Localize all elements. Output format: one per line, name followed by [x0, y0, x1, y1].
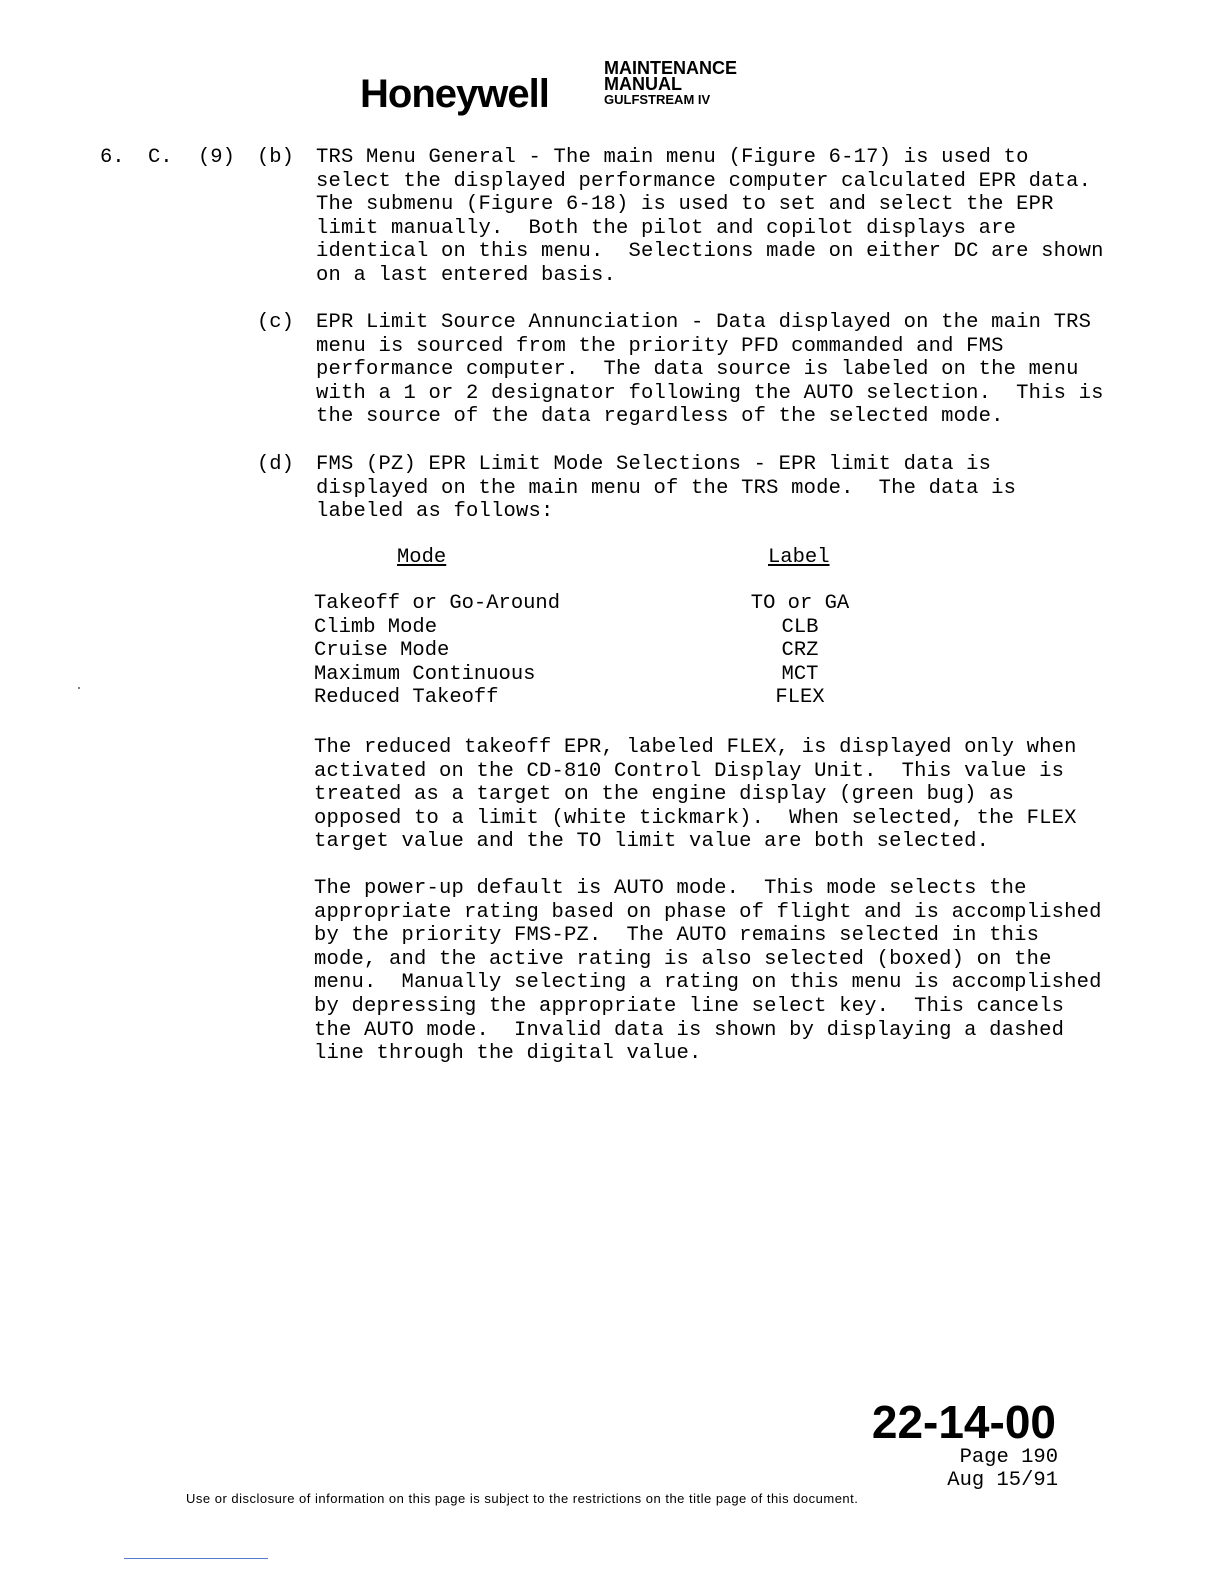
mode-cell: Maximum Continuous — [314, 662, 536, 686]
label-cell: CRZ — [781, 639, 819, 663]
paragraph-fms-epr-limit-modes: FMS (PZ) EPR Limit Mode Selections - EPR limit data is displayed on the main menu of the TRS mode. The data is labeled as follows: — [316, 453, 1017, 524]
manual-line-manual: MANUAL — [604, 74, 682, 94]
manual-title-block — [604, 60, 737, 108]
document-number: 22-14-00 — [871, 1396, 1056, 1448]
scan-speck — [78, 687, 80, 689]
label-cell: TO or GA — [750, 592, 850, 615]
paragraph-trs-menu-general: TRS Menu General - The main menu (Figure 6-17) is used to select the displayed performance computer calculated EPR data. The submenu (Figure 6-18) is used to set and select the EPR limit manually. Both the pilot and copilot displays are identical on this menu. Selections made on either DC are shown on a last entered basis. — [316, 146, 1104, 287]
mode-cell: Cruise Mode — [314, 639, 450, 663]
page-number: Page 190 — [959, 1446, 1058, 1469]
label-cell: FLEX — [775, 686, 825, 710]
paragraph-epr-limit-source: EPR Limit Source Annunciation - Data displayed on the main TRS menu is sourced from the priority PFD commanded and FMS performance computer. The data source is labeled on the menu with a 1 or 2 designator following the AUTO selection. This is the source of the data regardless of the selected mode. — [316, 311, 1104, 429]
subitem-d-marker: (d) — [257, 453, 294, 476]
label-cell: CLB — [781, 615, 819, 639]
page-date: Aug 15/91 — [947, 1469, 1058, 1492]
manual-line-aircraft: GULFSTREAM IV — [604, 92, 711, 107]
mode-cell: Takeoff or Go-Around — [314, 592, 561, 615]
paragraph-auto-mode: The power-up default is AUTO mode. This mode selects the appropriate rating based on phase of flight and is accomplished by the priority FMS-PZ. The AUTO remains selected in this mode, and the active rating is also selected (boxed) on the menu. Manually selecting a rating on this menu is accomplished by depressing the appropriate line select key. This cancels the AUTO mode. Invalid data is shown by displaying a dashed line through the digital value. — [314, 877, 1102, 1066]
manual-line-maintenance: MAINTENANCE — [604, 58, 737, 78]
scan-artifact-line — [124, 1558, 268, 1559]
label-cell: MCT — [781, 662, 819, 686]
page-header — [360, 60, 780, 120]
paragraph-flex-description: The reduced takeoff EPR, labeled FLEX, is displayed only when activated on the CD-810 Control Display Unit. This value is treated as a target on the engine display (green bug) as opposed to a limit (white tickmark). When selected, the FLEX target value and the TO limit value are both selected. — [314, 736, 1077, 854]
mode-cell: Climb Mode — [314, 615, 438, 639]
label-column-header: Label — [768, 546, 830, 569]
item-number: (9) — [198, 146, 235, 169]
mode-cell: Reduced Takeoff — [314, 686, 499, 710]
section-number: 6. — [100, 146, 125, 169]
mode-list — [314, 592, 560, 710]
honeywell-logo: Honeywell — [360, 72, 549, 116]
label-list — [740, 592, 860, 710]
mode-column-header: Mode — [397, 546, 447, 569]
disclosure-notice: Use or disclosure of information on this page is subject to the restrictions on the title page of this document. — [186, 1491, 859, 1506]
subitem-b-marker: (b) — [257, 146, 294, 169]
subitem-c-marker: (c) — [257, 311, 294, 334]
subsection-letter: C. — [148, 146, 173, 169]
